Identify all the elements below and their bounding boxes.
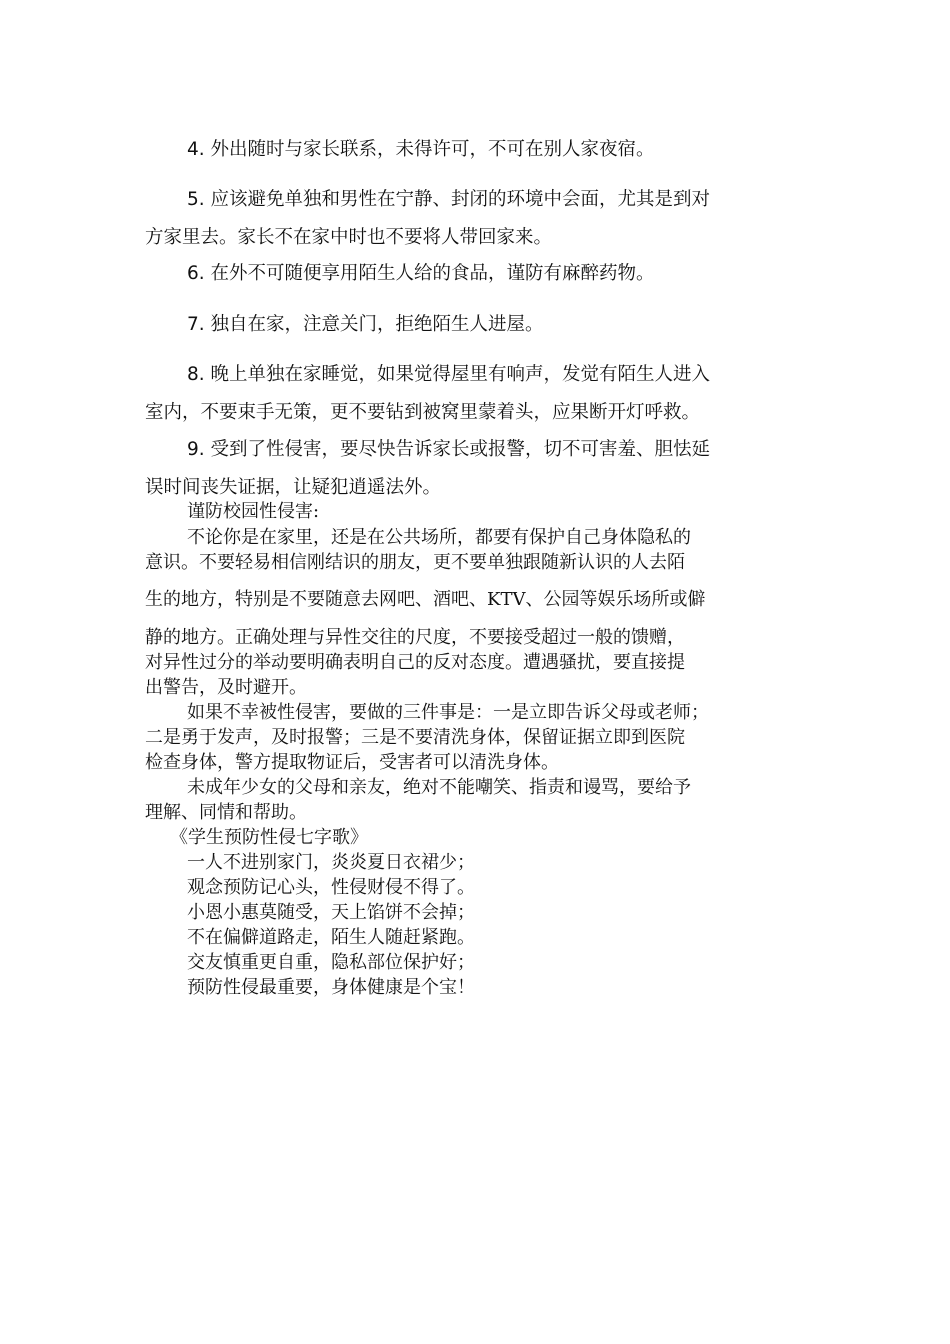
- paragraph2-line3: 检查身体，警方提取物证后，受害者可以清洗身体。: [145, 752, 559, 773]
- song-title: 《学生预防性侵七字歌》: [170, 827, 368, 848]
- song-line-6: 预防性侵最重要，身体健康是个宝！: [187, 977, 475, 998]
- rule-4: 4. 外出随时与家长联系，未得许可，不可在别人家夜宿。: [187, 139, 655, 160]
- rule-8-line2: 室内，不要束手无策，更不要钻到被窝里蒙着头，应果断开灯呼救。: [145, 402, 701, 423]
- paragraph3-line1: 未成年少女的父母和亲友，绝对不能嘲笑、指责和谩骂，要给予: [187, 777, 691, 798]
- song-line-5: 交友慎重更自重，隐私部位保护好；: [187, 952, 475, 973]
- rule-5-line1: 5. 应该避免单独和男性在宁静、封闭的环境中会面，尤其是到对: [187, 189, 711, 210]
- paragraph1-line6: 出警告，及时避开。: [145, 677, 307, 698]
- paragraph1-line1: 不论你是在家里，还是在公共场所，都要有保护自己身体隐私的: [187, 527, 691, 548]
- rule-8-line1: 8. 晚上单独在家睡觉，如果觉得屋里有响声，发觉有陌生人进入: [187, 364, 711, 385]
- paragraph1-line3: 生的地方，特别是不要随意去网吧、酒吧、KTV、公园等娱乐场所或僻: [145, 589, 706, 610]
- rule-9-line2: 误时间丧失证据，让疑犯逍遥法外。: [145, 477, 442, 498]
- rule-5-line2: 方家里去。家长不在家中时也不要将人带回家来。: [145, 227, 553, 248]
- rule-7: 7. 独自在家，注意关门，拒绝陌生人进屋。: [187, 314, 544, 335]
- song-line-1: 一人不进别家门，炎炎夏日衣裙少；: [187, 852, 475, 873]
- paragraph1-line5: 对异性过分的举动要明确表明自己的反对态度。遭遇骚扰，要直接提: [145, 652, 685, 673]
- song-line-2: 观念预防记心头，性侵财侵不得了。: [187, 877, 475, 898]
- paragraph3-line2: 理解、同情和帮助。: [145, 802, 307, 823]
- paragraph1-line2: 意识。不要轻易相信刚结识的朋友，更不要单独跟随新认识的人去陌: [145, 552, 685, 573]
- paragraph2-line2: 二是勇于发声，及时报警；三是不要清洗身体，保留证据立即到医院: [145, 727, 685, 748]
- paragraph1-line4: 静的地方。正确处理与异性交往的尺度，不要接受超过一般的馈赠，: [145, 627, 685, 648]
- rule-6: 6. 在外不可随便享用陌生人给的食品，谨防有麻醉药物。: [187, 263, 655, 284]
- section-title: 谨防校园性侵害:: [187, 501, 320, 522]
- rule-9-line1: 9. 受到了性侵害，要尽快告诉家长或报警，切不可害羞、胆怯延: [187, 439, 711, 460]
- song-line-4: 不在偏僻道路走，陌生人随赶紧跑。: [187, 927, 475, 948]
- paragraph2-line1: 如果不幸被性侵害，要做的三件事是：一是立即告诉父母或老师；: [187, 702, 709, 723]
- song-line-3: 小恩小惠莫随受，天上馅饼不会掉；: [187, 902, 475, 923]
